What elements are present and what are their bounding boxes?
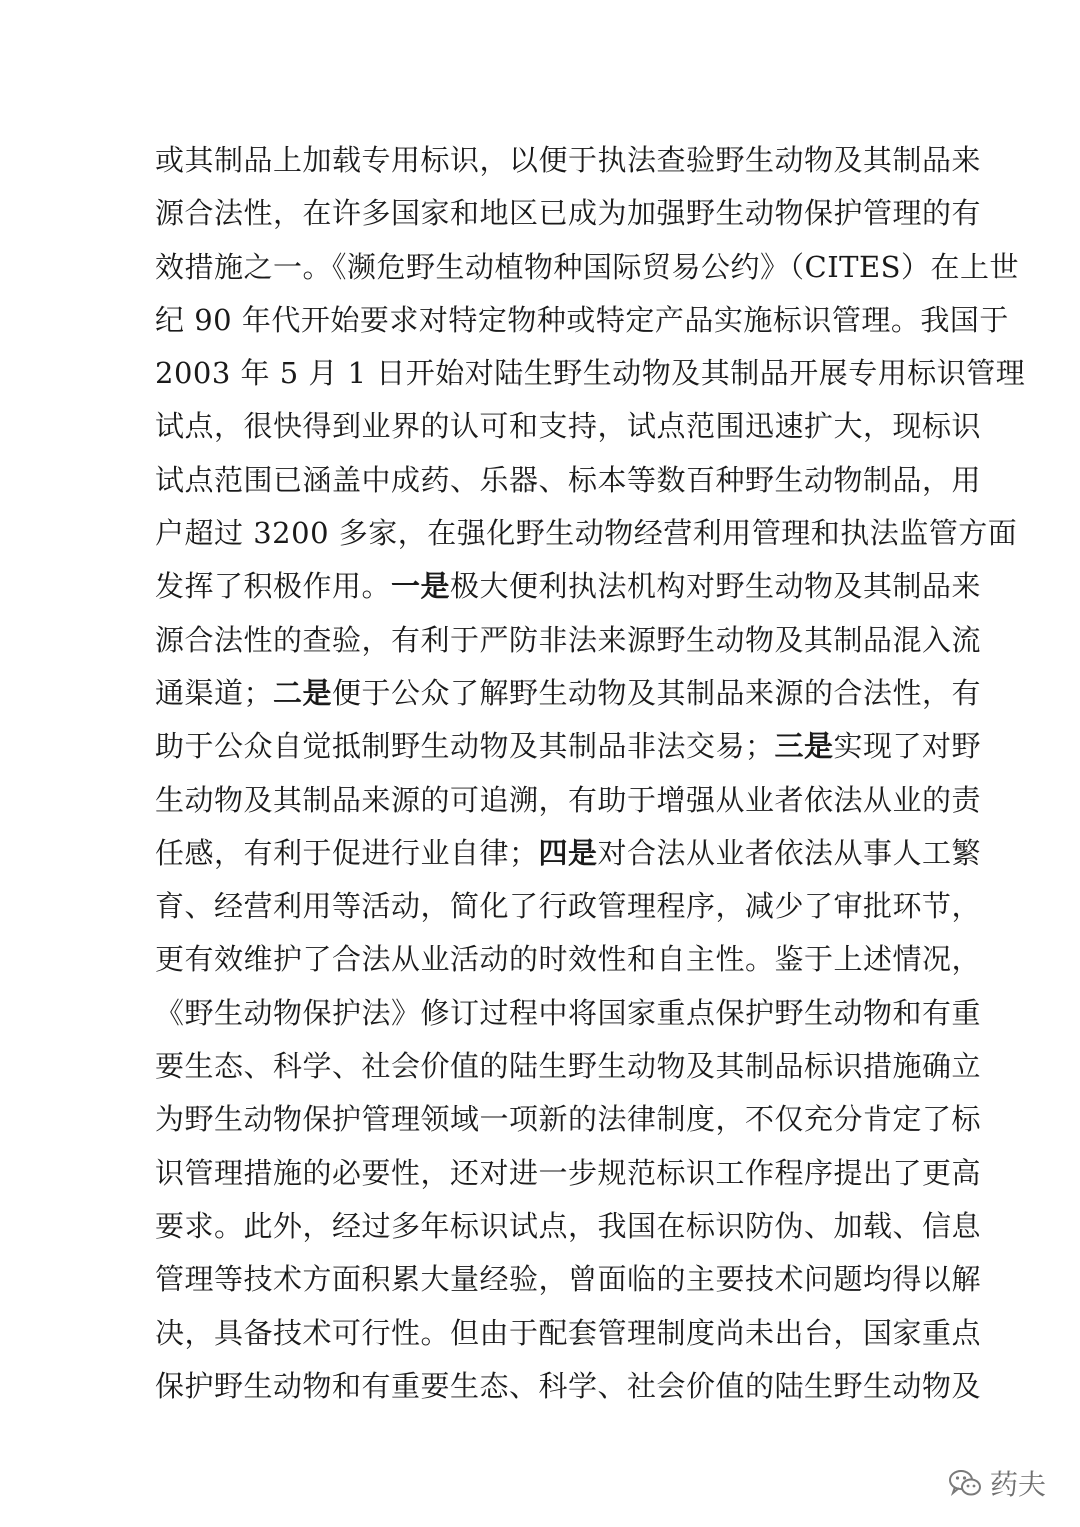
text-line: [155, 1253, 982, 1306]
text-line: [155, 614, 982, 667]
text-segment: 或其制品上加载专用标识，以便于执法查验野生动物及其制品来: [155, 143, 982, 177]
text-segment: 极大便利执法机构对野生动物及其制品来: [450, 569, 982, 604]
text-line: [155, 241, 1020, 294]
text-segment: 育、经营利用等活动，简化了行政管理程序，减少了审批环节，: [155, 889, 982, 924]
text-segment: 识管理措施的必要性，还对进一步规范标识工作程序提出了更高: [155, 1155, 982, 1190]
text-line: [155, 1200, 982, 1253]
text-line: [155, 720, 982, 773]
text-line: [155, 507, 1018, 560]
text-line: [155, 933, 982, 986]
text-segment: 管理等技术方面积累大量经验，曾面临的主要技术问题均得以解: [155, 1262, 982, 1297]
text-segment: 通渠道；: [155, 675, 274, 710]
text-segment: 效措施之一。《濒危野生动植物种国际贸易公约》（CITES）在上世: [155, 249, 1020, 284]
text-segment: 任感，有利于促进行业自律；: [155, 835, 539, 870]
text-line: [155, 1147, 982, 1200]
text-segment: 实现了对野: [833, 729, 982, 764]
text-segment: 纪 90 年代开始要求对特定物种或特定产品实施标识管理。我国于: [155, 302, 1009, 337]
text-line: [155, 827, 982, 880]
text-line: [155, 134, 982, 187]
text-line: [155, 987, 982, 1040]
text-line: [155, 667, 982, 720]
emphasis-keyword: 二是: [273, 675, 333, 710]
wechat-icon: [948, 1468, 982, 1498]
watermark-text: 药夫: [989, 1468, 1046, 1501]
text-segment: 为野生动物保护管理领域一项新的法律制度，不仅充分肯定了标: [155, 1102, 982, 1137]
text-segment: 源合法性的查验，有利于严防非法来源野生动物及其制品混入流: [155, 622, 982, 657]
emphasis-keyword: 三是: [774, 729, 834, 764]
text-segment: 发挥了积极作用。: [155, 569, 392, 604]
text-line: [155, 454, 982, 507]
text-segment: 要生态、科学、社会价值的陆生野生动物及其制品标识措施确立: [155, 1049, 982, 1084]
text-line: [155, 774, 982, 827]
text-line: [155, 1360, 982, 1413]
text-segment: 决，具备技术可行性。但由于配套管理制度尚未出台，国家重点: [155, 1315, 982, 1350]
text-segment: 试点范围已涵盖中成药、乐器、标本等数百种野生动物制品，用: [155, 462, 982, 497]
text-segment: 源合法性，在许多国家和地区已成为加强野生动物保护管理的有: [155, 196, 982, 231]
text-segment: 户超过 3200 多家，在强化野生动物经营利用管理和执法监管方面: [155, 516, 1018, 551]
text-segment: 要求。此外，经过多年标识试点，我国在标识防伪、加载、信息: [155, 1208, 982, 1243]
text-segment: 试点，很快得到业界的认可和支持，试点范围迅速扩大，现标识: [155, 409, 982, 444]
text-segment: 助于公众自觉抵制野生动物及其制品非法交易；: [155, 729, 775, 764]
text-line: [155, 1040, 982, 1093]
text-segment: 便于公众了解野生动物及其制品来源的合法性，有: [332, 675, 982, 710]
text-segment: 更有效维护了合法从业活动的时效性和自主性。鉴于上述情况，: [155, 942, 982, 977]
body-paragraph: [155, 134, 1026, 1413]
text-line: [155, 1307, 982, 1360]
text-line: [155, 1093, 982, 1146]
emphasis-keyword: 一是: [391, 569, 451, 604]
text-segment: 《野生动物保护法》修订过程中将国家重点保护野生动物和有重: [155, 995, 982, 1030]
text-line: [155, 347, 1026, 400]
text-segment: 2003 年 5 月 1 日开始对陆生野生动物及其制品开展专用标识管理: [155, 356, 1026, 391]
text-line: [155, 294, 1009, 347]
text-line: [155, 880, 982, 933]
text-line: [155, 187, 982, 240]
text-line: [155, 400, 982, 453]
text-line: [155, 560, 982, 613]
emphasis-keyword: 四是: [538, 835, 598, 870]
wechat-watermark: [948, 1463, 1046, 1503]
text-segment: 保护野生动物和有重要生态、科学、社会价值的陆生野生动物及: [155, 1368, 982, 1403]
text-segment: 对合法从业者依法从事人工繁: [597, 835, 982, 870]
text-segment: 生动物及其制品来源的可追溯，有助于增强从业者依法从业的责: [155, 782, 982, 817]
